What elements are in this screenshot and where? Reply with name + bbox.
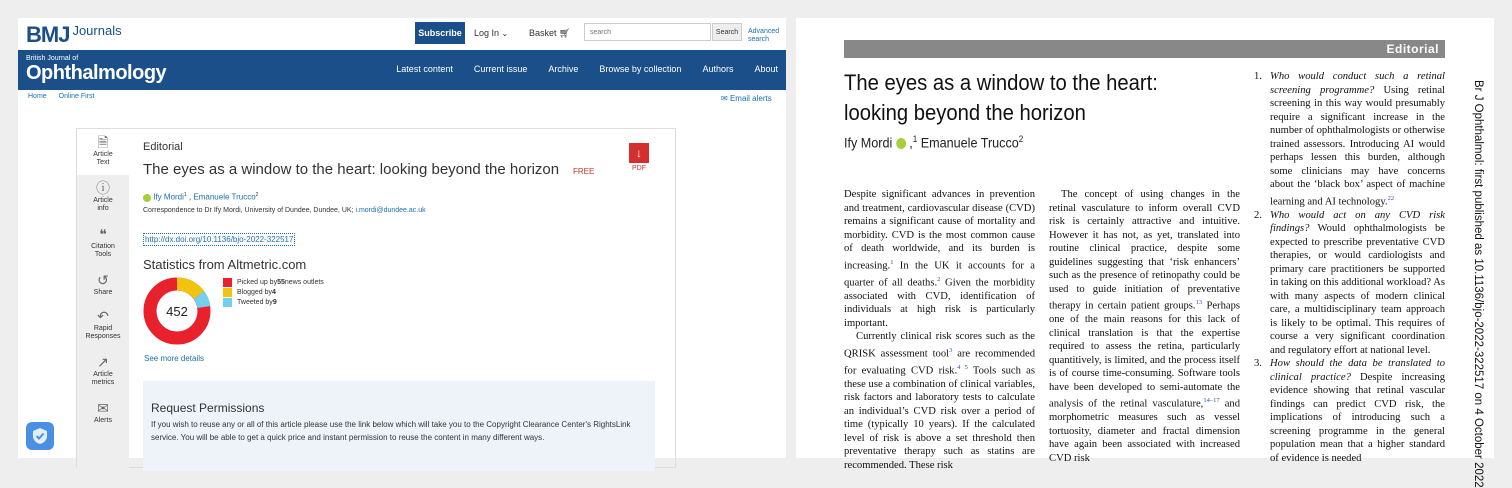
paragraph-text: Tools such as these use a combination of clinical variables, risk factors and laboratory tests to calculate an individual’s CVD risk over a period of time (typically 10 years). If the calculated level of risk is above a set threshold then preventative therapy such as statins are recommended. These risk (844, 365, 1035, 471)
author-separator: , (188, 192, 192, 202)
legend-count: 55 (277, 278, 285, 286)
legend-count: 4 (272, 288, 276, 296)
paragraph-text: Given the morbidity associated with CVD, identification of individuals at high risk is particularly important. (844, 277, 1035, 329)
paragraph (1049, 188, 1240, 465)
list-item (1254, 70, 1445, 209)
sidebar-item-share[interactable] (77, 273, 129, 297)
list-item (1254, 357, 1445, 465)
altmetric-score: 452 (166, 304, 188, 319)
orcid-icon[interactable] (143, 194, 151, 202)
sidebar-item-rapid-responses[interactable] (77, 309, 129, 341)
correspondence (143, 207, 426, 214)
pdf-author: Emanuele Trucco (920, 134, 1019, 151)
logo-journals-text: Journals (72, 23, 122, 38)
basket-label: Basket (529, 28, 557, 38)
sidebar-label: Article (93, 197, 113, 204)
basket-icon: 🛒︎ (559, 28, 571, 38)
login-label: Log In (474, 28, 500, 38)
section-banner: Editorial (844, 40, 1445, 58)
pdf-column-2 (1049, 188, 1240, 465)
reference-sup: 14–17 (1203, 397, 1220, 405)
sidebar-label: Citation (91, 243, 115, 250)
pdf-page-panel (796, 18, 1494, 488)
free-badge: FREE (573, 167, 595, 176)
envelope-icon: ✉ (721, 94, 728, 103)
nav-current-issue[interactable]: Current issue (473, 64, 528, 74)
legend-swatch-twitter (223, 298, 232, 307)
document-icon: 🗎︎ (97, 134, 109, 150)
question-text: How should the data be translated to clinical practice? (1270, 358, 1445, 383)
sidebar-label: Text (96, 159, 110, 166)
email-alerts-link[interactable] (721, 94, 772, 103)
paragraph-text: Perhaps one of the main reasons for this lack of clinical translation is that the expertise required to assess the retina, particularly quantitively, is limited, and the process itself is of course time-consuming. Software tools have been developed to semi-automate the analysis of the retinal vasculature, (1049, 300, 1240, 410)
sidebar-label: Share (93, 289, 113, 296)
journal-title[interactable]: Ophthalmology (26, 62, 167, 84)
legend-text: Tweeted by (237, 298, 273, 306)
sidebar-item-alerts[interactable] (77, 401, 129, 425)
correspondence-text: Correspondence to Dr Ify Mordi, University of Dundee, Dundee, UK; (143, 207, 354, 214)
sidebar-label: Alerts (94, 417, 112, 424)
author-link[interactable]: Ify Mordi (153, 192, 184, 202)
see-more-details-link[interactable]: See more details (144, 354, 205, 363)
list-number: 2. (1254, 209, 1262, 221)
paragraph (844, 330, 1035, 472)
article-box (76, 128, 676, 468)
answer-text: Would ophthalmologists be expected to prescribe preventative CVD therapies, or would cardiologists and primary care practitioners be supported in taking on this additional workload? As with many aspects of modern clinical care, a multidisciplinary team approach is likely to be optimal. This requires of course a very significant coordination and regulatory effort at national level. (1270, 223, 1445, 356)
legend-swatch-blogs (223, 288, 232, 297)
legend-count: 9 (272, 298, 277, 306)
sidebar-label: Responses (85, 333, 121, 340)
basket-link[interactable] (529, 28, 570, 39)
legend-twitter (223, 297, 324, 307)
author-sup: 1 (183, 192, 187, 198)
paragraph (844, 188, 1035, 330)
author-sup: 2 (255, 192, 259, 198)
citation-icon: ❝ (99, 226, 107, 242)
subscribe-button[interactable]: Subscribe (415, 22, 465, 44)
paragraph-text: and morphometric measures such as vessel tortuosity, diameter and fractal dimension have again been associated with increased CVD risk (1049, 398, 1240, 464)
pdf-author: Ify Mordi (844, 134, 893, 151)
legend-swatch-news (223, 278, 232, 287)
website-panel (18, 18, 786, 458)
journal-subtitle: British Journal of (26, 55, 79, 62)
search-input[interactable] (584, 23, 711, 41)
login-menu[interactable] (474, 28, 508, 38)
shield-check-icon (32, 427, 48, 445)
sidebar-label: Tools (94, 251, 112, 258)
sidebar-item-article-metrics[interactable] (77, 355, 129, 387)
altmetric-legend (223, 277, 324, 307)
paragraph-text: Despite significant advances in prevention and treatment, cardiovascular disease (CVD) remains a significant cause of mortality and morbidity. CVD is the most common cause of death worldwide, and its burden is increasing. (844, 189, 1035, 272)
reply-icon: ↶ (97, 308, 109, 324)
reference-sup: 1 (890, 258, 894, 266)
bmj-logo[interactable] (26, 22, 122, 48)
nav-latest-content[interactable]: Latest content (396, 64, 453, 74)
legend-news (223, 277, 324, 287)
paragraph-text: In the UK it accounts for a quarter of all deaths. (844, 260, 1035, 289)
author-link[interactable]: Emanuele Trucco (193, 192, 256, 202)
info-icon: ⓘ (96, 180, 110, 196)
article-title: The eyes as a window to the heart: looking beyond the horizon (143, 161, 560, 178)
journal-navbar (18, 50, 786, 90)
legend-blogs (223, 287, 324, 297)
pdf-icon: ↓ (629, 143, 649, 163)
request-permissions-box (143, 381, 655, 471)
chevron-down-icon: ⌄ (501, 29, 509, 38)
pdf-author-sup: 2 (1018, 134, 1024, 144)
answer-text: Using retinal screening in this way would presumably require a significant increase in the number of ophthalmologists or otherwise trained assessors. Introducing AI would perhaps lessen this burden, although some clinicians may have concerns about the ‘black box’ aspect of machine learning and AI technology. (1270, 84, 1445, 208)
paragraph-text: The concept of using changes in the retinal vasculature to inform overall CVD risk is certainly attractive and intuitive. However it has not, as yet, translated into routine clinical practice, despite some guidelines suggesting that ‘risk enhancers’ such as the presence of retinopathy could be used to guide initiation of preventative therapy in certain patient groups. (1049, 189, 1240, 312)
permissions-text: If you wish to reuse any or all of this article please use the link below which will take you to the Copyright Clearance Center's RightsLink service. You will be able to get a quick price and instant permission to reuse the content in many different ways. (151, 420, 631, 442)
nav-about[interactable]: About (754, 64, 778, 74)
sidebar-label: Article (93, 151, 113, 158)
pdf-title: The eyes as a window to the heart: looking beyond the horizon (844, 70, 1158, 125)
pdf-label: PDF (632, 165, 646, 172)
answer-text: Despite increasing evidence showing that retinal vascular findings can predict CVD risk, the implications of introducing such a screening programme in the general population mean that a higher standard of evidence is needed (1270, 371, 1445, 464)
reference-sup: 3 (949, 346, 953, 354)
nav-archive[interactable]: Archive (548, 64, 579, 74)
advanced-search-label-2: search (748, 36, 770, 43)
advanced-search-link[interactable] (748, 28, 779, 44)
article-authors (143, 192, 258, 202)
legend-text: Picked up by (237, 278, 278, 286)
pdf-column-3 (1254, 70, 1445, 465)
sidebar-item-article-text[interactable] (77, 129, 129, 175)
legend-text: Blogged by (237, 288, 273, 296)
pdf-author-sup: 1 (912, 134, 918, 144)
altmetric-donut[interactable] (143, 277, 211, 345)
reference-sup: 2 (937, 275, 941, 283)
sidebar-item-citation-tools[interactable] (77, 227, 129, 259)
sidebar-item-article-info[interactable] (77, 181, 129, 213)
reference-sup: 13 (1195, 299, 1203, 306)
list-item (1254, 209, 1445, 358)
breadcrumb-home[interactable]: Home (28, 93, 47, 100)
donut-ring-twitter (199, 295, 204, 307)
pdf-authors: Ify Mordi ,$^1$ Emanuele Trucco$^2$ (844, 134, 1024, 151)
article-sidebar (77, 129, 129, 469)
sidebar-label: Rapid (93, 325, 113, 332)
legend-text: news outlets (284, 278, 324, 286)
paragraph-text: are recommended for evaluating CVD risk. (844, 348, 1035, 377)
permissions-title: Request Permissions (151, 401, 265, 415)
breadcrumb-online-first[interactable]: Online First (58, 93, 95, 100)
advanced-search-label-1: Advanced (748, 28, 780, 35)
main-nav (375, 64, 778, 74)
side-citation-text: Br J Ophthalmol: first published as 10.1136/bjo-2022-322517 on 4 October 2022 (1472, 80, 1484, 488)
breadcrumb (28, 93, 104, 100)
share-icon: ↺ (97, 272, 109, 288)
pdf-column-1 (844, 188, 1035, 472)
reference-sup: 22 (1387, 194, 1395, 202)
article-type: Editorial (143, 141, 183, 153)
logo-bmj-text: BMJ (26, 22, 70, 47)
question-text: Who would conduct such a retinal screening programme? (1270, 71, 1445, 96)
list-number: 3. (1254, 358, 1262, 370)
question-list (1254, 70, 1445, 465)
metrics-chart-icon: ↗ (97, 354, 109, 370)
correspondence-email-link[interactable]: i.mordi@dundee.ac.uk (355, 207, 426, 214)
search-button[interactable]: Search (712, 23, 742, 41)
altmetric-title: Statistics from Altmetric.com (143, 257, 307, 272)
doi-link[interactable]: http://dx.doi.org/10.1136/bjo-2022-322517 (145, 235, 294, 244)
nav-browse-by-collection[interactable]: Browse by collection (599, 64, 682, 74)
sidebar-label: info (97, 205, 109, 212)
privacy-shield-button[interactable] (26, 422, 54, 450)
sidebar-label: metrics (91, 379, 115, 386)
nav-authors[interactable]: Authors (702, 64, 734, 74)
sidebar-label: Article (93, 371, 113, 378)
reference-sup: 4 5 (957, 363, 968, 371)
pdf-download-button[interactable] (628, 143, 650, 175)
list-number: 1. (1254, 71, 1262, 82)
email-alerts-label: Email alerts (729, 94, 772, 103)
orcid-icon (896, 138, 906, 149)
paragraph-text: Currently clinical risk scores such as the QRISK assessment tool (844, 331, 1035, 360)
question-text: Who would act on any CVD risk findings? (1270, 209, 1445, 235)
envelope-icon: ✉ (97, 400, 109, 416)
